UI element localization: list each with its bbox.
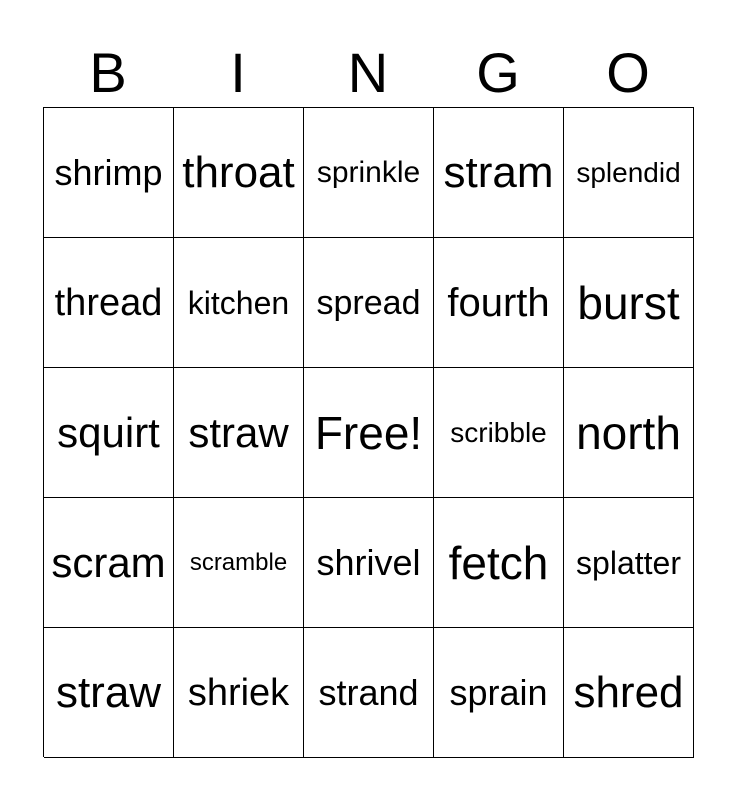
bingo-cell[interactable] — [174, 238, 304, 368]
cell-word: scram — [51, 538, 166, 586]
cell-word: splendid — [576, 156, 681, 188]
cell-word: squirt — [57, 408, 160, 456]
header-letter-n: N — [347, 41, 389, 104]
bingo-cell[interactable] — [434, 628, 564, 758]
bingo-cell[interactable] — [434, 238, 564, 368]
cell-word: fetch — [448, 536, 549, 589]
cell-word: spread — [316, 283, 421, 322]
cell-word: scribble — [450, 416, 547, 448]
cell-word: kitchen — [187, 284, 290, 321]
bingo-header — [43, 38, 693, 108]
cell-word: shred — [573, 667, 684, 717]
bingo-cell[interactable] — [174, 368, 304, 498]
bingo-cell[interactable] — [434, 368, 564, 498]
free-space-cell[interactable] — [304, 368, 434, 498]
bingo-cell[interactable] — [304, 628, 434, 758]
bingo-cell[interactable] — [174, 628, 304, 758]
bingo-cell[interactable] — [564, 108, 694, 238]
bingo-cell[interactable] — [304, 498, 434, 628]
cell-word: shriek — [187, 671, 290, 714]
bingo-cell[interactable] — [174, 498, 304, 628]
header-letter-o: O — [606, 41, 650, 104]
bingo-cell[interactable] — [304, 108, 434, 238]
cell-word: throat — [182, 147, 295, 197]
free-space-label: Free! — [314, 406, 423, 459]
cell-word: scramble — [189, 548, 288, 576]
cell-word: thread — [54, 281, 163, 324]
header-letter-g: G — [476, 41, 520, 104]
bingo-cell[interactable] — [174, 108, 304, 238]
bingo-cell[interactable] — [44, 368, 174, 498]
bingo-cell[interactable] — [434, 108, 564, 238]
bingo-cell[interactable] — [564, 498, 694, 628]
bingo-cell[interactable] — [564, 368, 694, 498]
cell-word: splatter — [576, 544, 681, 581]
cell-word: sprinkle — [316, 155, 421, 189]
header-letter-i: I — [230, 41, 246, 104]
cell-word: sprain — [449, 671, 548, 713]
bingo-cell[interactable] — [434, 498, 564, 628]
cell-word: straw — [55, 667, 162, 717]
bingo-cell[interactable] — [304, 238, 434, 368]
bingo-cell[interactable] — [564, 628, 694, 758]
cell-word: stram — [443, 147, 554, 197]
bingo-cell[interactable] — [44, 498, 174, 628]
cell-word: strand — [318, 671, 419, 713]
cell-word: shrimp — [54, 151, 163, 193]
bingo-board — [43, 107, 694, 757]
bingo-cell[interactable] — [564, 238, 694, 368]
bingo-cell[interactable] — [44, 108, 174, 238]
header-letter-b: B — [89, 41, 127, 104]
cell-word: north — [576, 406, 681, 459]
cell-word: fourth — [447, 280, 550, 325]
cell-word: shrivel — [316, 541, 421, 583]
cell-word: straw — [188, 408, 289, 456]
bingo-cell[interactable] — [44, 238, 174, 368]
cell-word: burst — [577, 276, 680, 329]
bingo-cell[interactable] — [44, 628, 174, 758]
